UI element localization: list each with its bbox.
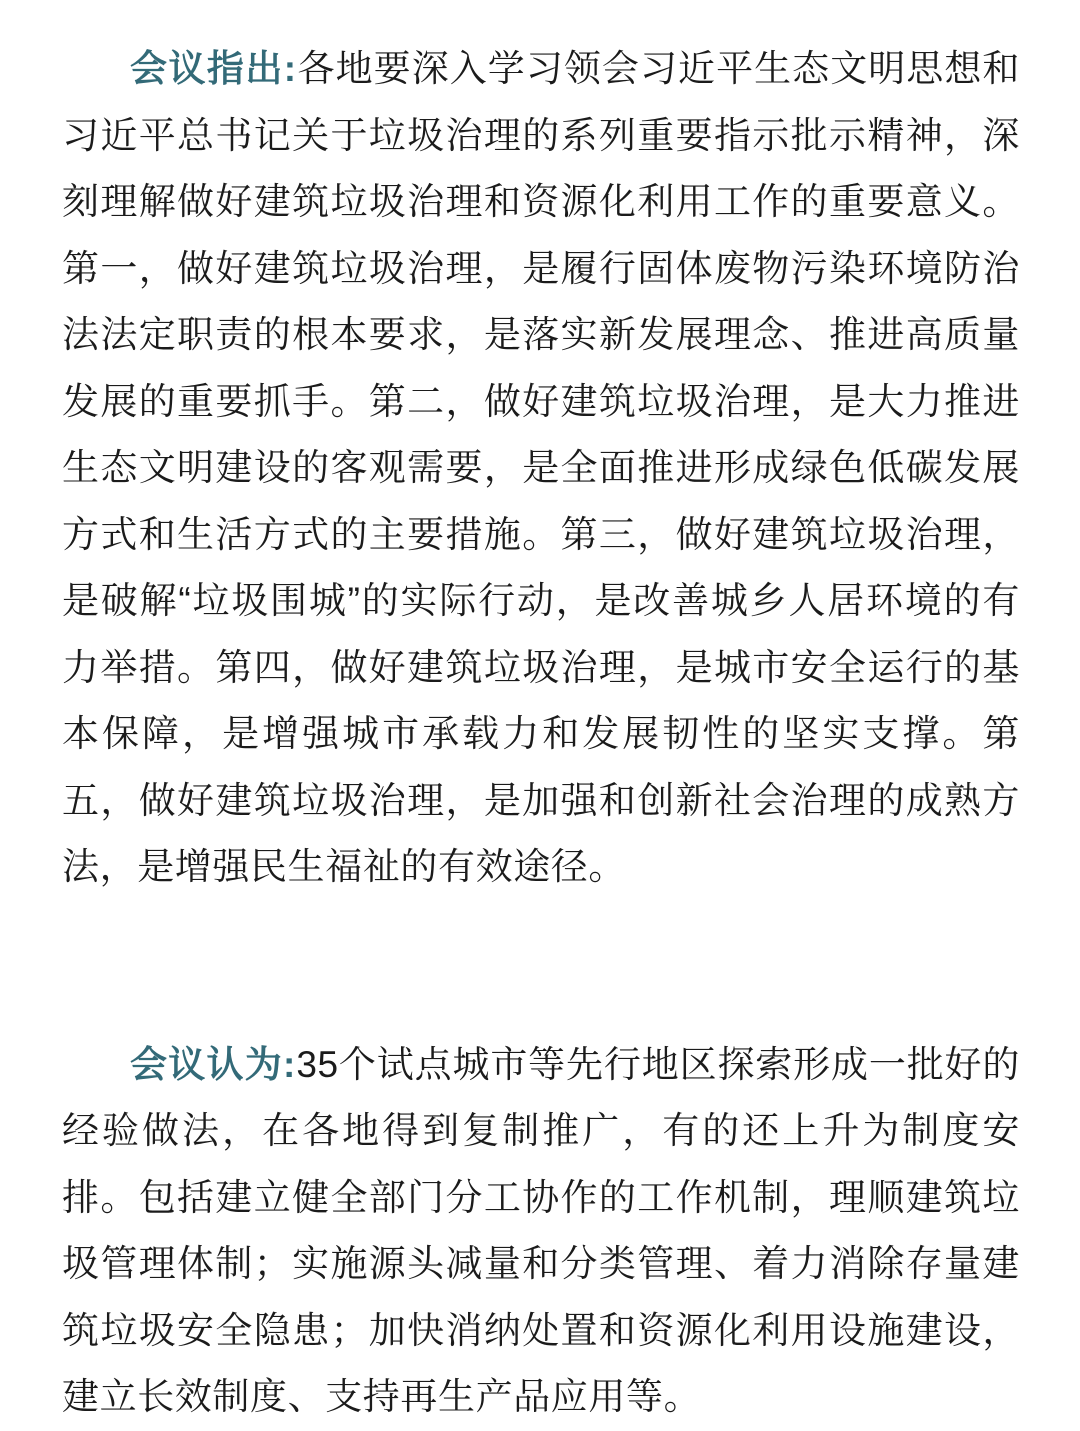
paragraph-lead-label-meeting-pointed-out: 会议指出: (130, 48, 298, 89)
paragraph-meeting-pointed-out (62, 36, 1020, 901)
paragraph-meeting-considered (62, 1032, 1020, 1431)
paragraph-text-meeting-pointed-out: 各地要深入学习领会习近平生态文明思想和习近平总书记关于垃圾治理的系列重要指示批示精神，深刻理解做好建筑垃圾治理和资源化利用工作的重要意义。第一，做好建筑垃圾治理，是履行固体废物污染环境防治法法定职责的根本要求，是落实新发展理念、推进高质量发展的重要抓手。第二，做好建筑垃圾治理，是大力推进生态文明建设的客观需要，是全面推进形成绿色低碳发展方式和生活方式的主要措施。第三，做好建筑垃圾治理，是破解“垃圾围城”的实际行动，是改善城乡人居环境的有力举措。第四，做好建筑垃圾治理，是城市安全运行的基本保障，是增强城市承载力和发展韧性的坚实支撑。第五，做好建筑垃圾治理，是加强和创新社会治理的成熟方法，是增强民生福祉的有效途径。 (62, 48, 1020, 887)
paragraph-text-meeting-considered: 35个试点城市等先行地区探索形成一批好的经验做法，在各地得到复制推广，有的还上升为制度安排。包括建立健全部门分工协作的工作机制，理顺建筑垃圾管理体制；实施源头减量和分类管理、着力消除存量建筑垃圾安全隐患；加快消纳处置和资源化利用设施建设，建立长效制度、支持再生产品应用等。 (62, 1043, 1020, 1417)
paragraph-lead-label-meeting-considered: 会议认为: (130, 1043, 297, 1085)
